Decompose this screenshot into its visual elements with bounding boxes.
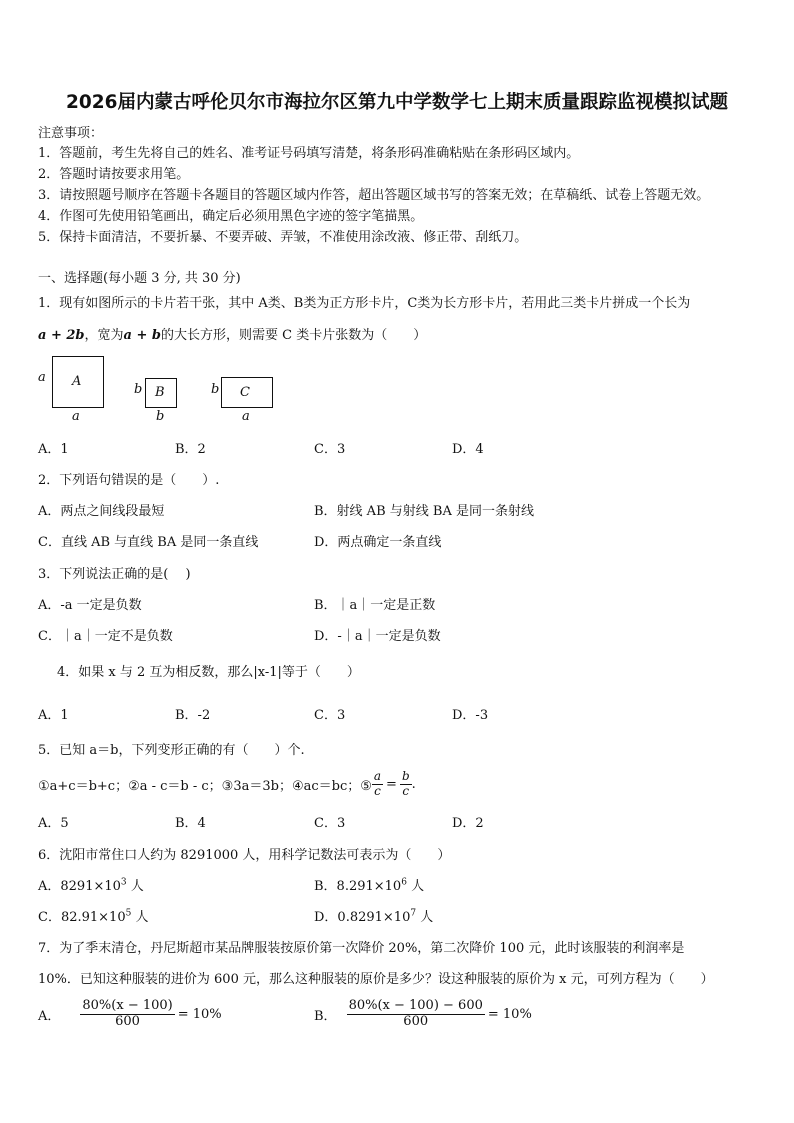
notice-heading: 注意事项： [38, 126, 104, 141]
unit: 人 [131, 910, 149, 925]
option-b[interactable]: B．｜a｜一定是正数 [314, 598, 436, 613]
question-4-stem: 4．如果 x 与 2 互为相反数，那么|x-1|等于（ ） [57, 665, 360, 680]
option-c[interactable]: C．3 [314, 816, 346, 831]
option-text: A．8291×10 [38, 879, 121, 894]
equals-sign: = [386, 776, 397, 792]
question-1-stem: 1．现有如图所示的卡片若干张，其中 A类、B类为正方形卡片，C类为长方形卡片，若用此三类卡片拼成一个长为 [38, 296, 691, 311]
unit: 人 [416, 910, 434, 925]
card-a-label: A [72, 374, 82, 389]
notice-item: 5．保持卡面清洁，不要折暴、不要弄破、弄皱，不准使用涂改液、修正带、刮纸刀。 [38, 230, 528, 245]
equation-fraction [80, 999, 174, 1030]
equation-rhs: = 10% [177, 1006, 222, 1022]
question-1-stem-line2 [38, 324, 426, 343]
equation-rhs: = 10% [487, 1006, 532, 1022]
option-d[interactable]: D．-｜a｜一定是负数 [314, 629, 441, 644]
option-a[interactable]: A．两点之间线段最短 [38, 504, 165, 519]
option-a[interactable]: A．1 [38, 442, 69, 457]
option-d[interactable]: D．-3 [452, 708, 489, 723]
option-c[interactable] [38, 906, 148, 925]
card-c-bottom-label: a [242, 409, 250, 424]
card-a-side-label: a [38, 370, 46, 385]
option-a[interactable]: A．5 [38, 816, 69, 831]
page-title: 2026届内蒙古呼伦贝尔市海拉尔区第九中学数学七上期末质量跟踪监视模拟试题 [66, 92, 728, 113]
option-a[interactable]: A．-a 一定是负数 [38, 598, 142, 613]
option-c[interactable]: C．｜a｜一定不是负数 [38, 629, 173, 644]
numerator: 80%(x − 100) − 600 [348, 997, 483, 1013]
option-a[interactable] [38, 994, 222, 1034]
exponent: 7 [410, 908, 417, 919]
exponent: 6 [401, 877, 407, 888]
option-b[interactable]: B．-2 [175, 708, 211, 723]
card-c-side-label: b [211, 382, 220, 397]
fraction-b-over-c [400, 770, 412, 799]
period: . [411, 776, 416, 792]
notice-item: 3．请按照题号顺序在答题卡各题目的答题区域内作答，超出答题区域书写的答案无效；在草稿纸、试卷上答题无效。 [38, 188, 710, 203]
section-heading: 一、选择题(每小题 3 分, 共 30 分) [38, 271, 241, 286]
question-5-items [38, 766, 416, 802]
denominator: 600 [403, 1013, 429, 1029]
card-b-side-label: b [134, 382, 143, 397]
option-c[interactable]: C．3 [314, 708, 346, 723]
question-2-stem: 2．下列语句错误的是（ ）. [38, 473, 220, 488]
option-b[interactable]: B．射线 AB 与射线 BA 是同一条射线 [314, 504, 534, 519]
fraction-a-over-c [372, 770, 383, 799]
option-b[interactable]: B．4 [175, 816, 206, 831]
question-3-stem: 3．下列说法正确的是( ) [38, 567, 191, 582]
transformation-list: ①a+c＝b+c；②a - c＝b - c；③3a＝3b；④ac＝bc；⑤ [38, 778, 372, 794]
card-a-bottom-label: a [72, 409, 80, 424]
exponent: 5 [125, 908, 132, 919]
option-b[interactable] [314, 875, 424, 894]
denominator: 600 [115, 1013, 140, 1029]
option-a[interactable] [38, 875, 144, 894]
option-d[interactable]: D．4 [452, 442, 484, 457]
question-5-stem: 5．已知 a＝b，下列变形正确的有（ ）个. [38, 743, 305, 758]
notice-item: 2．答题时请按要求用笔。 [38, 167, 190, 182]
width-expression: a + b [123, 328, 161, 343]
option-a[interactable]: A．1 [38, 708, 69, 723]
option-text: D．0.8291×10 [314, 910, 411, 925]
unit: 人 [406, 879, 425, 894]
option-d[interactable] [314, 906, 433, 925]
option-d[interactable]: D．2 [452, 816, 484, 831]
option-c[interactable]: C．3 [314, 442, 346, 457]
denominator: c [402, 783, 410, 798]
equation-fraction [347, 999, 485, 1030]
option-d[interactable]: D．两点确定一条直线 [314, 535, 442, 550]
question-6-stem: 6．沈阳市常住口人约为 8291000 人，用科学记数法可表示为（ ） [38, 848, 451, 863]
option-label: B． [314, 1008, 337, 1024]
card-c-label: C [240, 385, 250, 400]
denominator: c [374, 783, 381, 798]
length-expression: a + 2b [38, 328, 85, 343]
option-b[interactable]: B．2 [175, 442, 206, 457]
numerator: b [401, 768, 410, 783]
notice-item: 4．作图可先使用铅笔画出，确定后必须用黑色字迹的签字笔描黑。 [38, 209, 424, 224]
option-label: A． [38, 1008, 61, 1024]
text: 的大长方形，则需要 C 类卡片张数为（ ） [161, 328, 427, 343]
text: ，宽为 [84, 328, 124, 343]
unit: 人 [126, 879, 144, 894]
exponent: 3 [120, 877, 127, 888]
numerator: a [373, 768, 382, 783]
numerator: 80%(x − 100) [82, 997, 173, 1013]
question-7-stem: 7．为了季末清仓，丹尼斯超市某品牌服装按原价第一次降价 20%，第二次降价 100 元，此时该服装的利润率是 [38, 941, 685, 956]
question-7-stem-line2: 10%．已知这种服装的进价为 600 元，那么这种服装的原价是多少？设这种服装的原价为 x 元，可列方程为（ ） [38, 972, 714, 987]
card-b-bottom-label: b [156, 409, 165, 424]
option-text: C．82.91×10 [38, 910, 126, 925]
option-b[interactable] [314, 994, 532, 1034]
option-text: B．8.291×10 [314, 879, 402, 894]
option-c[interactable]: C．直线 AB 与直线 BA 是同一条直线 [38, 535, 259, 550]
card-b-label: B [155, 385, 165, 400]
notice-item: 1．答题前，考生先将自己的姓名、准考证号码填写清楚，将条形码准确粘贴在条形码区域内。 [38, 146, 580, 161]
